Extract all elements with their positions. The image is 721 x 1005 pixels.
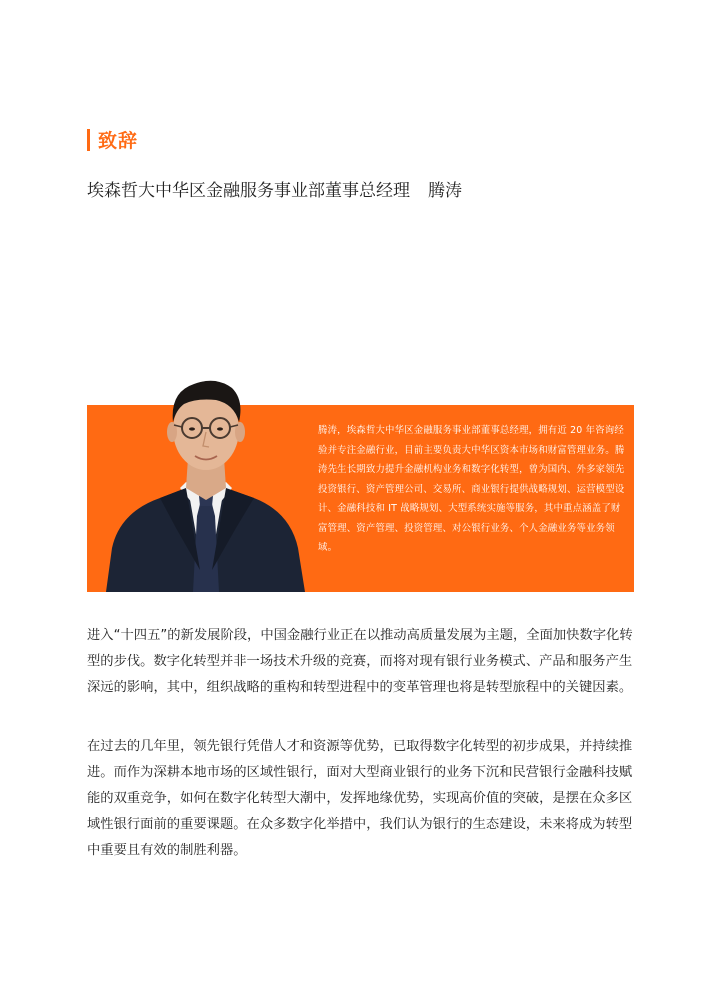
body-paragraph-1: 进入“十四五”的新发展阶段，中国金融行业正在以推动高质量发展为主题，全面加快数字化转型的步伐。数字化转型并非一场技术升级的竞赛，而将对现有银行业务模式、产品和服务产生深远的影响，其中，组织战略的重构和转型进程中的变革管理也将是转型旅程中的关键因素。 bbox=[87, 628, 633, 695]
body-paragraph-2: 在过去的几年里，领先银行凭借人才和资源等优势，已取得数字化转型的初步成果，并持续推进。而作为深耕本地市场的区域性银行，面对大型商业银行的业务下沉和民营银行金融科技赋能的双重竞争，如何在数字化转型大潮中，发挥地缘优势，实现高价值的突破，是摆在众多区域性银行面前的重要课题。在众多数字化举措中，我们认为银行的生态建设，未来将成为转型中重要且有效的制胜利器。 bbox=[87, 739, 633, 858]
speaker-title: 埃森哲大中华区金融服务事业部董事总经理 bbox=[87, 181, 410, 201]
heading-accent-bar bbox=[87, 129, 90, 151]
section-heading bbox=[87, 126, 138, 153]
section-title: 致辞 bbox=[98, 130, 139, 152]
speaker-portrait bbox=[98, 370, 313, 592]
speaker-name: 腾涛 bbox=[428, 181, 462, 201]
speaker-line bbox=[87, 176, 462, 201]
speaker-bio: 腾涛，埃森哲大中华区金融服务事业部董事总经理，拥有近 20 年咨询经验并专注金融行业，目前主要负责大中华区资本市场和财富管理业务。腾涛先生长期致力提升金融机构业务和数字化转型，曾为国内、外多家领先投资银行、资产管理公司、交易所、商业银行提供战略规划、运营模型设计、金融科技和 IT 战略规划、大型系统实施等服务，其中重点涵盖了财富管理、资产管理、投资管理、对公银行业务、个人金融业务等业务领域。 bbox=[318, 425, 625, 553]
